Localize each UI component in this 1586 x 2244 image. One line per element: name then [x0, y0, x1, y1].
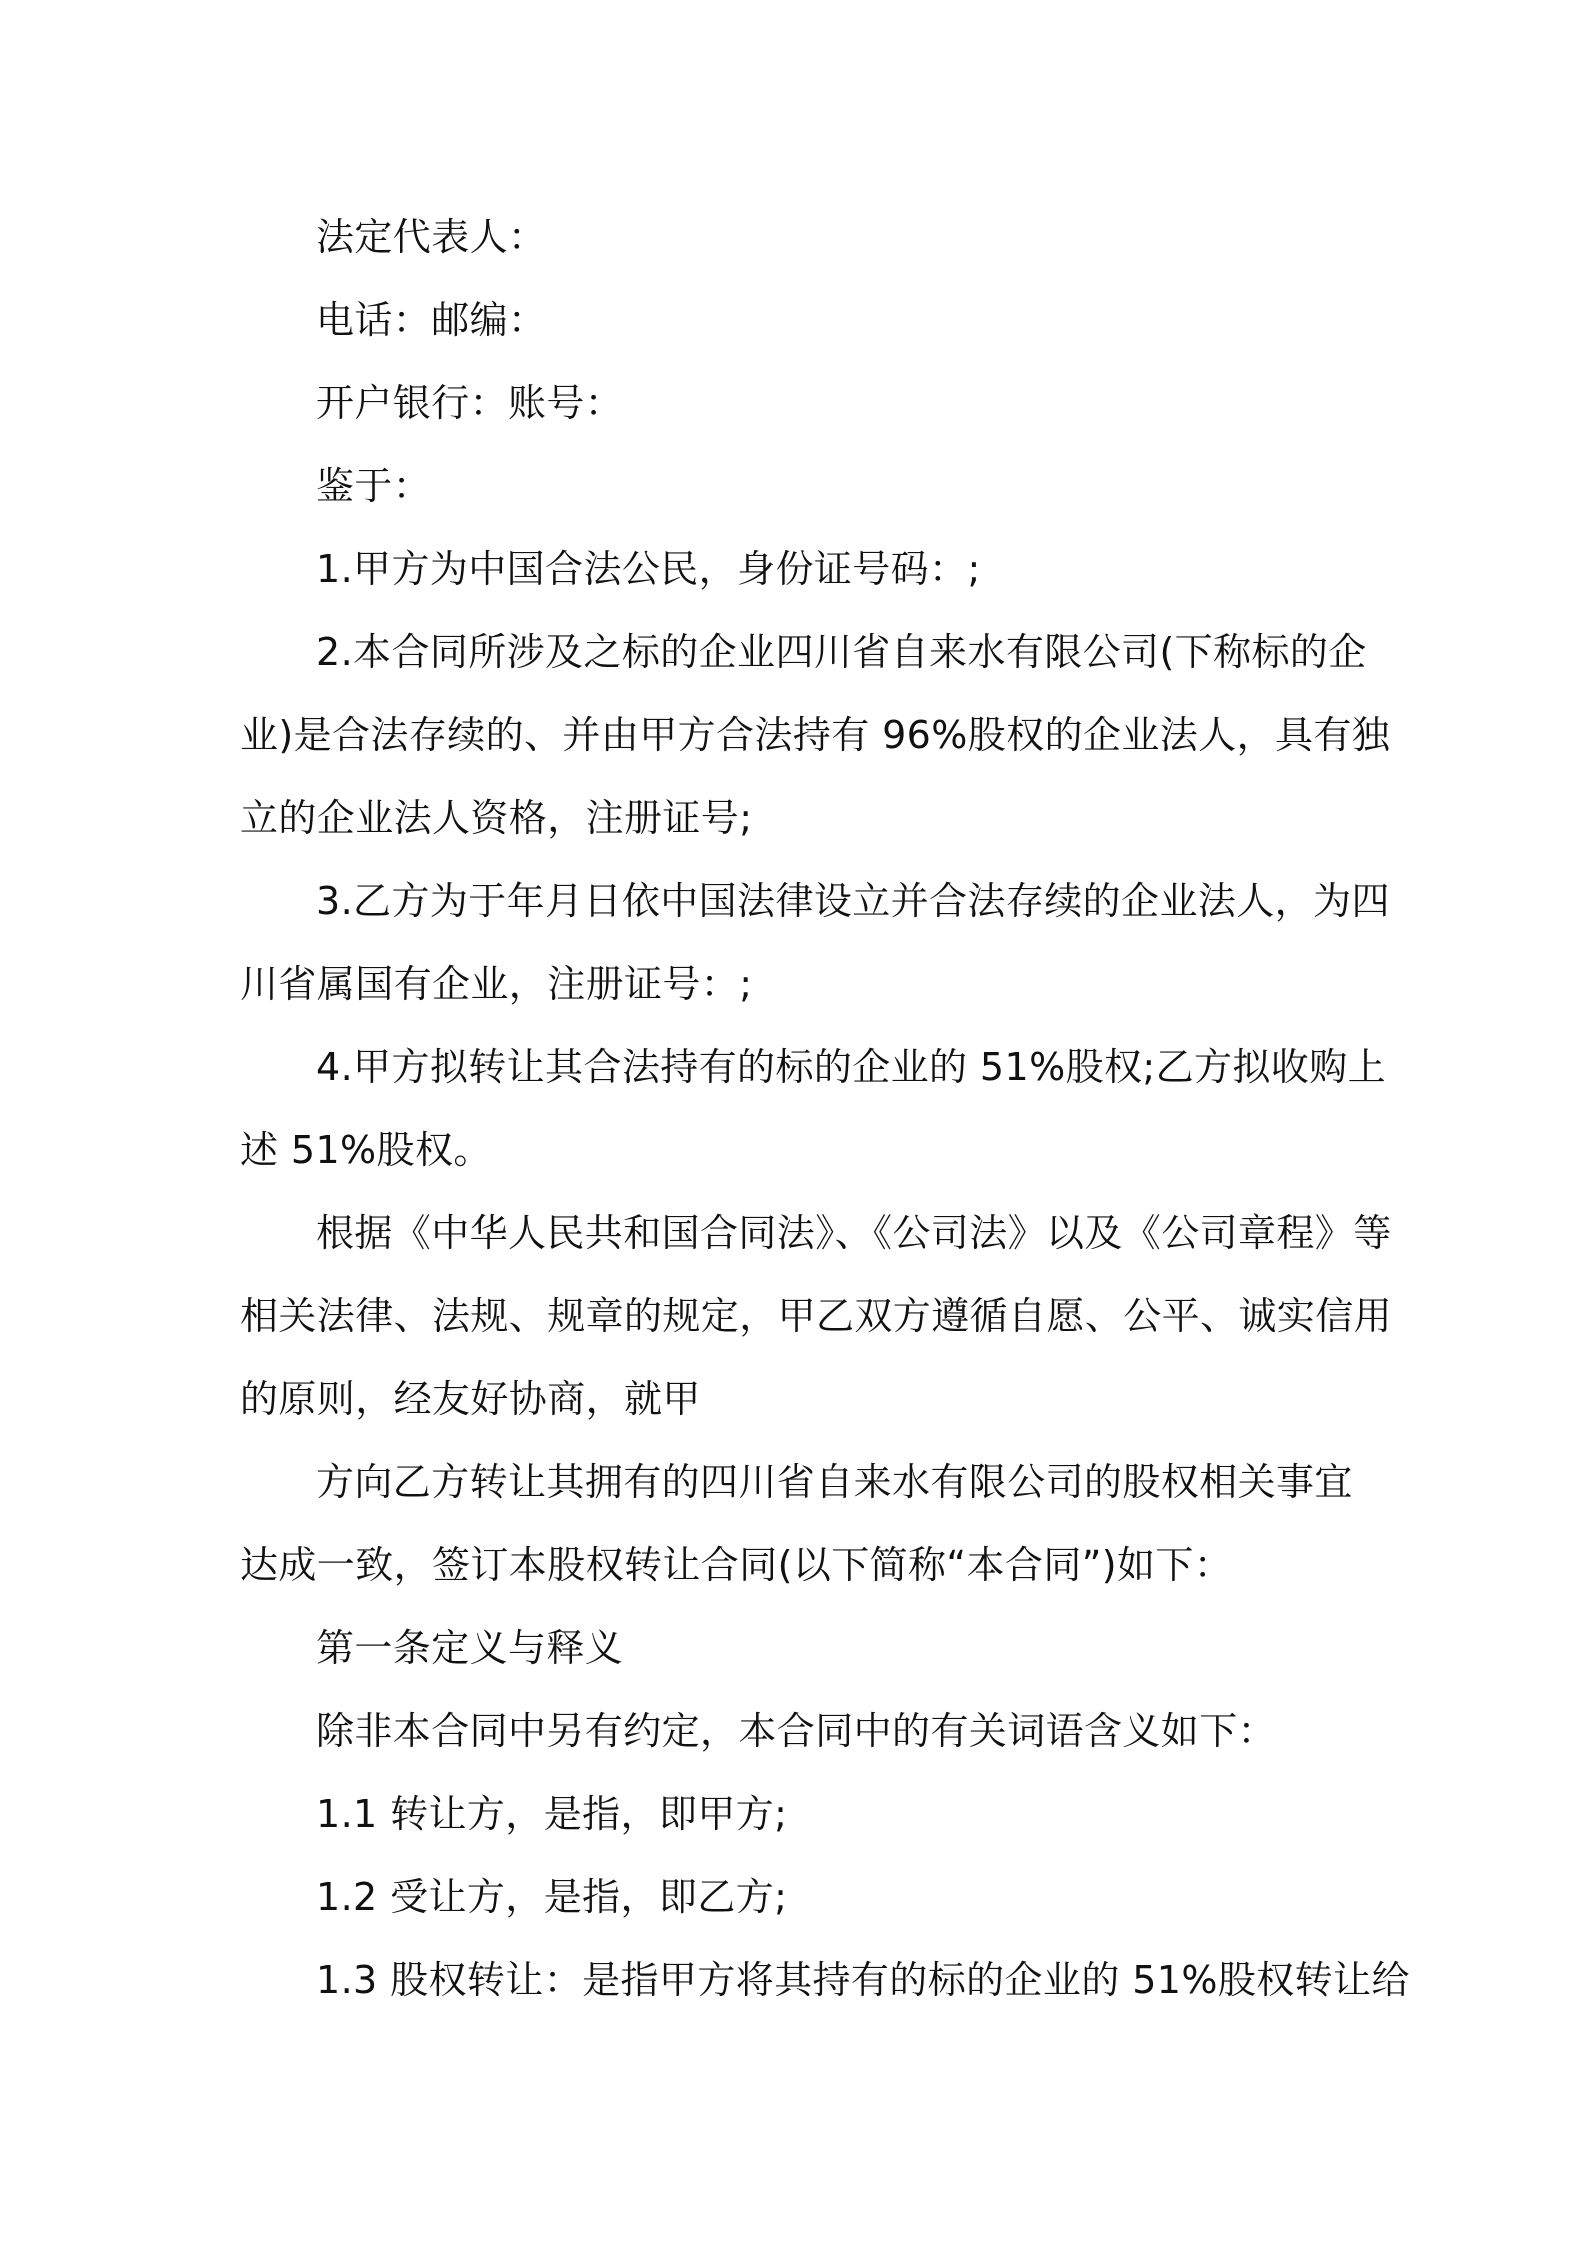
- recital-1: 1.甲方为中国合法公民，身份证号码：;: [316, 547, 981, 591]
- basis-paragraph-line-1: 根据《中华人民共和国合同法》、《公司法》以及《公司章程》等: [316, 1211, 1392, 1255]
- article-1-heading: 第一条定义与释义: [316, 1626, 624, 1670]
- definition-1-1: 1.1 转让方，是指，即甲方;: [316, 1792, 788, 1836]
- phone-postcode-line: 电话：邮编：: [316, 298, 547, 342]
- recital-2-line-1: 2.本合同所涉及之标的企业四川省自来水有限公司(下称标的企: [316, 630, 1367, 674]
- recital-3-line-2: 川省属国有企业，注册证号：;: [240, 962, 753, 1006]
- recital-4-line-2: 述 51%股权。: [240, 1128, 492, 1172]
- basis-paragraph-line-3: 的原则，经友好协商，就甲: [240, 1377, 701, 1421]
- basis-paragraph-line-2: 相关法律、法规、规章的规定，甲乙双方遵循自愿、公平、诚实信用: [240, 1294, 1393, 1338]
- bank-account-line: 开户银行：账号：: [316, 381, 624, 425]
- whereas-heading: 鉴于：: [316, 464, 432, 508]
- agreement-paragraph-line-1: 方向乙方转让其拥有的四川省自来水有限公司的股权相关事宜: [316, 1460, 1353, 1504]
- recital-2-line-3: 立的企业法人资格，注册证号;: [240, 796, 753, 840]
- definition-1-2: 1.2 受让方，是指，即乙方;: [316, 1875, 788, 1919]
- recital-4-line-1: 4.甲方拟转让其合法持有的标的企业的 51%股权;乙方拟收购上: [316, 1045, 1387, 1089]
- document-body: [240, 196, 1410, 2022]
- recital-2-line-2: 业)是合法存续的、并由甲方合法持有 96%股权的企业法人，具有独: [240, 713, 1391, 757]
- legal-representative-line: 法定代表人：: [316, 215, 547, 259]
- definitions-intro: 除非本合同中另有约定，本合同中的有关词语含义如下：: [316, 1709, 1277, 1753]
- agreement-paragraph-line-2: 达成一致，签订本股权转让合同(以下简称“本合同”)如下：: [240, 1543, 1233, 1587]
- recital-3-line-1: 3.乙方为于年月日依中国法律设立并合法存续的企业法人，为四: [316, 879, 1390, 923]
- definition-1-3: 1.3 股权转让：是指甲方将其持有的标的企业的 51%股权转让给: [316, 1958, 1410, 2002]
